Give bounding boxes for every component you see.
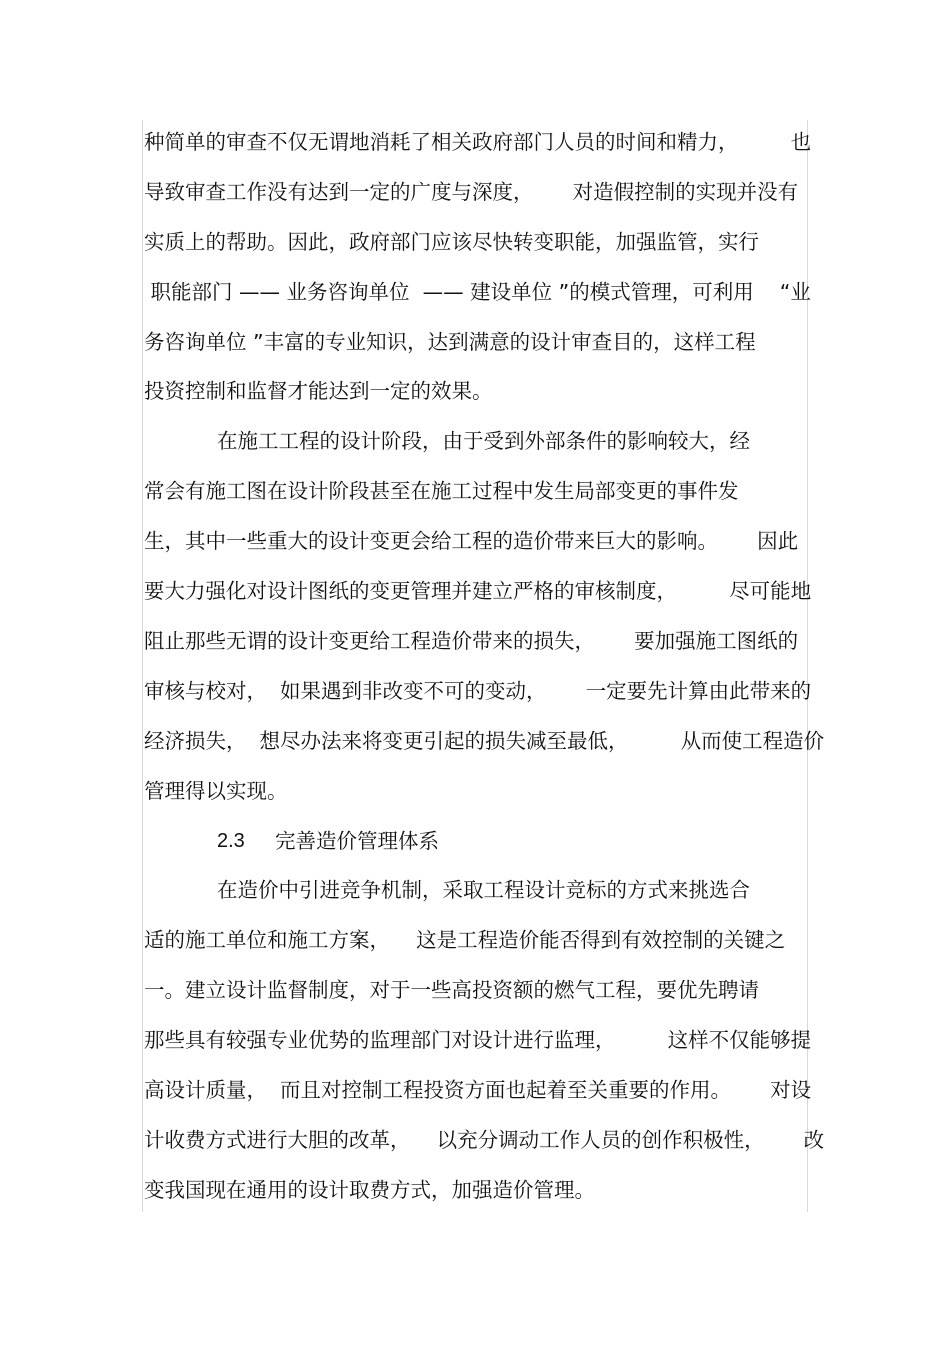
text-line: 务咨询单位 ”丰富的专业知识，达到满意的设计审查目的，这样工程 (144, 330, 756, 354)
text-line: 审核与校对， 如果遇到非改变不可的变动， 一定要先计算由此带来的 (144, 679, 812, 703)
text-line: 职能部门 —— 业务咨询单位 —— 建设单位 ”的模式管理，可利用 “业 (144, 280, 811, 304)
text-line: 那些具有较强专业优势的监理部门对设计进行监理， 这样不仅能够提 (144, 1028, 812, 1052)
text-line: 种简单的审查不仅无谓地消耗了相关政府部门人员的时间和精力， 也 (144, 130, 812, 154)
section-title: 完善造价管理体系 (275, 829, 439, 853)
text-line: 实质上的帮助。因此，政府部门应该尽快转变职能，加强监管，实行 (144, 230, 759, 254)
text-line: 经济损失， 想尽办法来将变更引起的损失减至最低， 从而使工程造价 (144, 729, 825, 753)
text-line: 要大力强化对设计图纸的变更管理并建立严格的审核制度， 尽可能地 (144, 579, 812, 603)
text-line: 导致审查工作没有达到一定的广度与深度， 对造假控制的实现并没有 (144, 180, 799, 204)
text-line: 阻止那些无谓的设计变更给工程造价带来的损失， 要加强施工图纸的 (144, 629, 799, 653)
text-line: 管理得以实现。 (144, 779, 288, 803)
text-line: 投资控制和监督才能达到一定的效果。 (144, 379, 493, 403)
text-line: 生，其中一些重大的设计变更会给工程的造价带来巨大的影响。 因此 (144, 529, 799, 553)
text-line: 高设计质量， 而且对控制工程投资方面也起着至关重要的作用。 对设 (144, 1078, 812, 1102)
text-line: 一。建立设计监督制度，对于一些高投资额的燃气工程，要优先聘请 (144, 978, 759, 1002)
section-number: 2.3 (217, 830, 245, 852)
text-line: 变我国现在通用的设计取费方式，加强造价管理。 (144, 1178, 595, 1202)
text-line: 计收费方式进行大胆的改革， 以充分调动工作人员的创作积极性， 改 (144, 1128, 825, 1152)
page-border-left (142, 120, 143, 1212)
paragraph-first-line: 在造价中引进竞争机制，采取工程设计竞标的方式来挑选合 (217, 878, 750, 902)
text-line: 适的施工单位和施工方案， 这是工程造价能否得到有效控制的关键之 (144, 928, 786, 952)
text-line: 常会有施工图在设计阶段甚至在施工过程中发生局部变更的事件发 (144, 479, 739, 503)
paragraph-first-line: 在施工工程的设计阶段，由于受到外部条件的影响较大，经 (217, 429, 750, 453)
